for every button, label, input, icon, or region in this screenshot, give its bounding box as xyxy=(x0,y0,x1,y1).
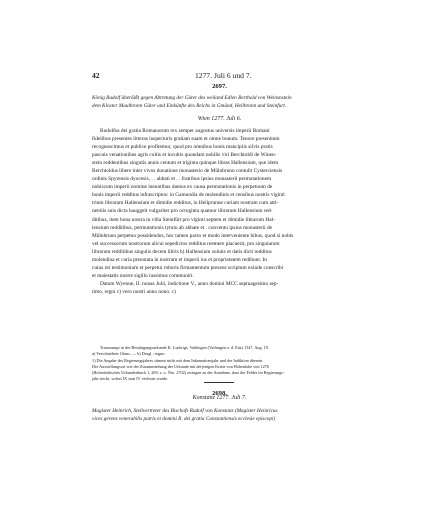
footnote-line: (Hohenlohisches Urkundenbuch 1, 269; s. o. Nro. 2702) zwingen zu der Annahme, dass der Fehler im Regierungs- xyxy=(92,370,285,376)
footnote-line: Der Ausstellungsort wie der Zusammenhang der Urkunde mit derjenigen Kraits von Hohenlohe von 1276 xyxy=(92,363,269,369)
document-abstract-2 xyxy=(92,407,362,423)
body-line: recognoscimus et publice profitemur, quod pro omnibus bonis mancipiis silvis pratis xyxy=(92,144,273,151)
body-line: trium librarum Hallensium et dimidie redditus, in Heilprunne curiam nostram cum atti- xyxy=(92,200,279,207)
body-line: cuius rei testimonium et perpetui roboris firmamentum presens scriptum exinde conscribi xyxy=(92,264,284,271)
body-line: nentiis suis dicta hauggelt vulgariter pro octoginta quatuor librarum Hallensium red- xyxy=(92,208,273,215)
page-number: 42 xyxy=(92,71,100,80)
body-line: Rudolfus dei gratia Romanorum rex semper augustus universis imperii Romani xyxy=(100,128,270,134)
footnotes xyxy=(92,345,362,383)
footnote-line: a) Verschrieben: librus. — b) Desgl.: regno. xyxy=(92,351,166,357)
document-number-2: 2698. xyxy=(212,390,227,397)
body-line: stein reddentibus singulis annis centum et triginta quinque libras Hallensium, que idem xyxy=(92,160,279,167)
document-body-1 xyxy=(92,127,362,296)
body-line: Berchtoldus libere inter vivos donatione monasterio de Mûlnbrunn contulit Cysterciensis xyxy=(92,168,283,175)
footnote-line: 1) Die Angabe des Regierungsjahres stimmt nicht mit dem Inkarnationsjahr und der Indiktion überein. xyxy=(92,357,264,363)
closing-line: timo, regni c) vero nostri anno nono. c) xyxy=(92,288,176,295)
body-line: nobiscum imperii nomine ineuntibus damus ex causa permutationis in perpetuum de xyxy=(92,184,273,191)
abstract-line: vices gerens venerabilis patris et domini R. dei gratia Constantiensis ecclesie episcopi) xyxy=(92,416,276,423)
abstract-line: dem Kloster Maulbronn Güter und Einkünfte des Reichs in Gmünd, Heilbronn und Steinfurt. xyxy=(92,103,287,110)
section-divider xyxy=(204,382,234,383)
abstract-line: Magister Heinrich, Stellvertreter des Bischofs Rudolf von Konstanz (Magister Heinricus xyxy=(92,408,278,414)
body-line: pascuis venationibus agris cultis et incultis quondam nobilis viri Berchtoldi de Winen- xyxy=(92,152,277,159)
closing-line: Datum Wyenne, II. nonas Julii, indictione V., anno domini MCC septuagesimo sep- xyxy=(100,280,279,287)
dateline-1: Wien 1277. Juli 6. xyxy=(197,116,242,122)
body-line: lensium redditibus, permutationis tytulo ab abbate et . conventu ipsius monasterii de xyxy=(92,224,273,231)
dateline-2: Konstanz 1277. Juli 7. xyxy=(192,395,247,401)
page-header xyxy=(0,71,439,81)
document-abstract-1 xyxy=(92,94,362,110)
footnote-line: Transsumpt in der Bestätigungsurkunde K. Ludwigs, Vaihingen (Vaihingen a. d. Enz) 1347, Aug. 19. xyxy=(100,345,269,350)
body-line: Mûlnbrunn perpetuo possidendos, hoc tamen pacto et modo interveniente hibus, quod si nobis xyxy=(92,232,294,239)
body-line: et maiestatis nostre sigillo iussimus communiri. xyxy=(92,272,194,279)
running-head: 1277. Juli 6 und 7. xyxy=(195,71,252,80)
body-line: ordinis Spyrensis dyocesis, . . abbati et . . fratribus ipsius monasterii permutationem xyxy=(92,176,272,183)
body-line: fidelibus presentes litteras inspecturis gratiam suam et omne bonum. Tenore presentium xyxy=(92,136,280,143)
footnote-line: jahr steckt, wobei IX statt IV verlesen wurde. xyxy=(92,376,169,382)
body-line: molendina et curia prenotata in nostrum et imperii ius et proprietatem redibunt. In xyxy=(92,256,267,263)
body-line: vel successorum nostrorum alicui sepedictos redditus reemere placuerit, pro singularum xyxy=(92,240,280,247)
abstract-line: König Rudolf überläßt gegen Abtretung der Güter des weiland Edlen Berthold von Weinsnstein xyxy=(92,95,292,101)
body-line: bonis imperii redditus infrascriptos: in Gamundia de molendinis et censibus nostris viginti xyxy=(92,192,285,199)
body-line: ditibus, item bona nostra in villa Steinfûrt pro viginti septem et dimidie librarum Hal- xyxy=(92,216,275,223)
document-number-1: 2697. xyxy=(212,83,227,90)
body-line: librarum redditibus singulis decem libris b) Hallensium solutis et datis dicti redditus xyxy=(92,248,272,255)
